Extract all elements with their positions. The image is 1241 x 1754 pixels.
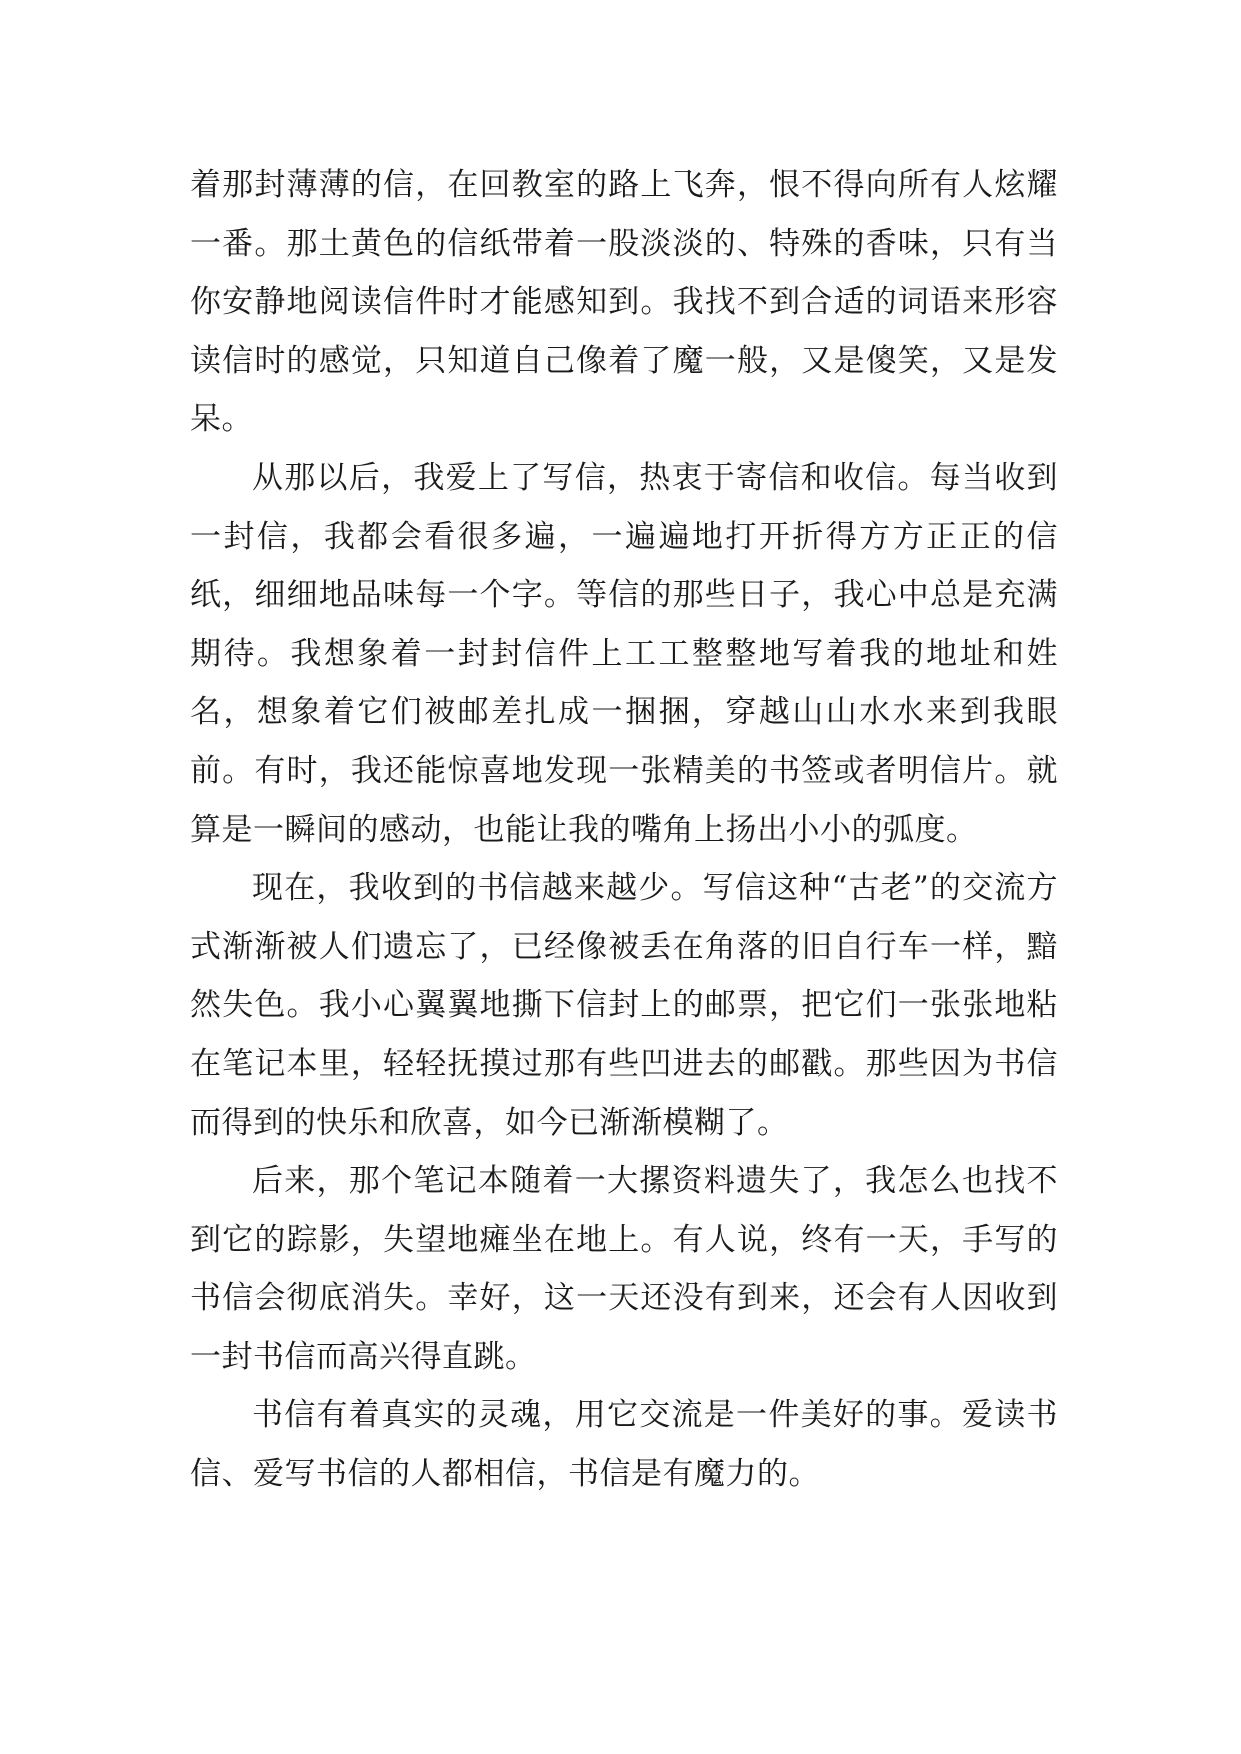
body-text — [190, 156, 1058, 1504]
paragraph-3: 现在，我收到的书信越来越少。写信这种“古老”的交流方式渐渐被人们遗忘了，已经像被丢在角落的旧自行车一样，黯然失色。我小心翼翼地撕下信封上的邮票，把它们一张张地粘在笔记本里，轻轻抚摸过那有些凹进去的邮戳。那些因为书信而得到的快乐和欣喜，如今已渐渐模糊了。 — [190, 870, 1058, 1141]
paragraph-5: 书信有着真实的灵魂，用它交流是一件美好的事。爱读书信、爱写书信的人都相信，书信是有魔力的。 — [190, 1397, 1058, 1493]
paragraph-4: 后来，那个笔记本随着一大摞资料遗失了，我怎么也找不到它的踪影，失望地瘫坐在地上。有人说，终有一天，手写的书信会彻底消失。幸好，这一天还没有到来，还会有人因收到一封书信而高兴得直跳。 — [190, 1163, 1058, 1375]
paragraph-2: 从那以后，我爱上了写信，热衷于寄信和收信。每当收到一封信，我都会看很多遍，一遍遍地打开折得方方正正的信纸，细细地品味每一个字。等信的那些日子，我心中总是充满期待。我想象着一封封信件上工工整整地写着我的地址和姓名，想象着它们被邮差扎成一捆捆，穿越山山水水来到我眼前。有时，我还能惊喜地发现一张精美的书签或者明信片。就算是一瞬间的感动，也能让我的嘴角上扬出小小的弧度。 — [190, 459, 1058, 848]
paragraph-1: 着那封薄薄的信，在回教室的路上飞奔，恨不得向所有人炫耀一番。那土黄色的信纸带着一股淡淡的、特殊的香味，只有当你安静地阅读信件时才能感知到。我找不到合适的词语来形容读信时的感觉，只知道自己像着了魔一般，又是傻笑，又是发呆。 — [190, 167, 1058, 438]
